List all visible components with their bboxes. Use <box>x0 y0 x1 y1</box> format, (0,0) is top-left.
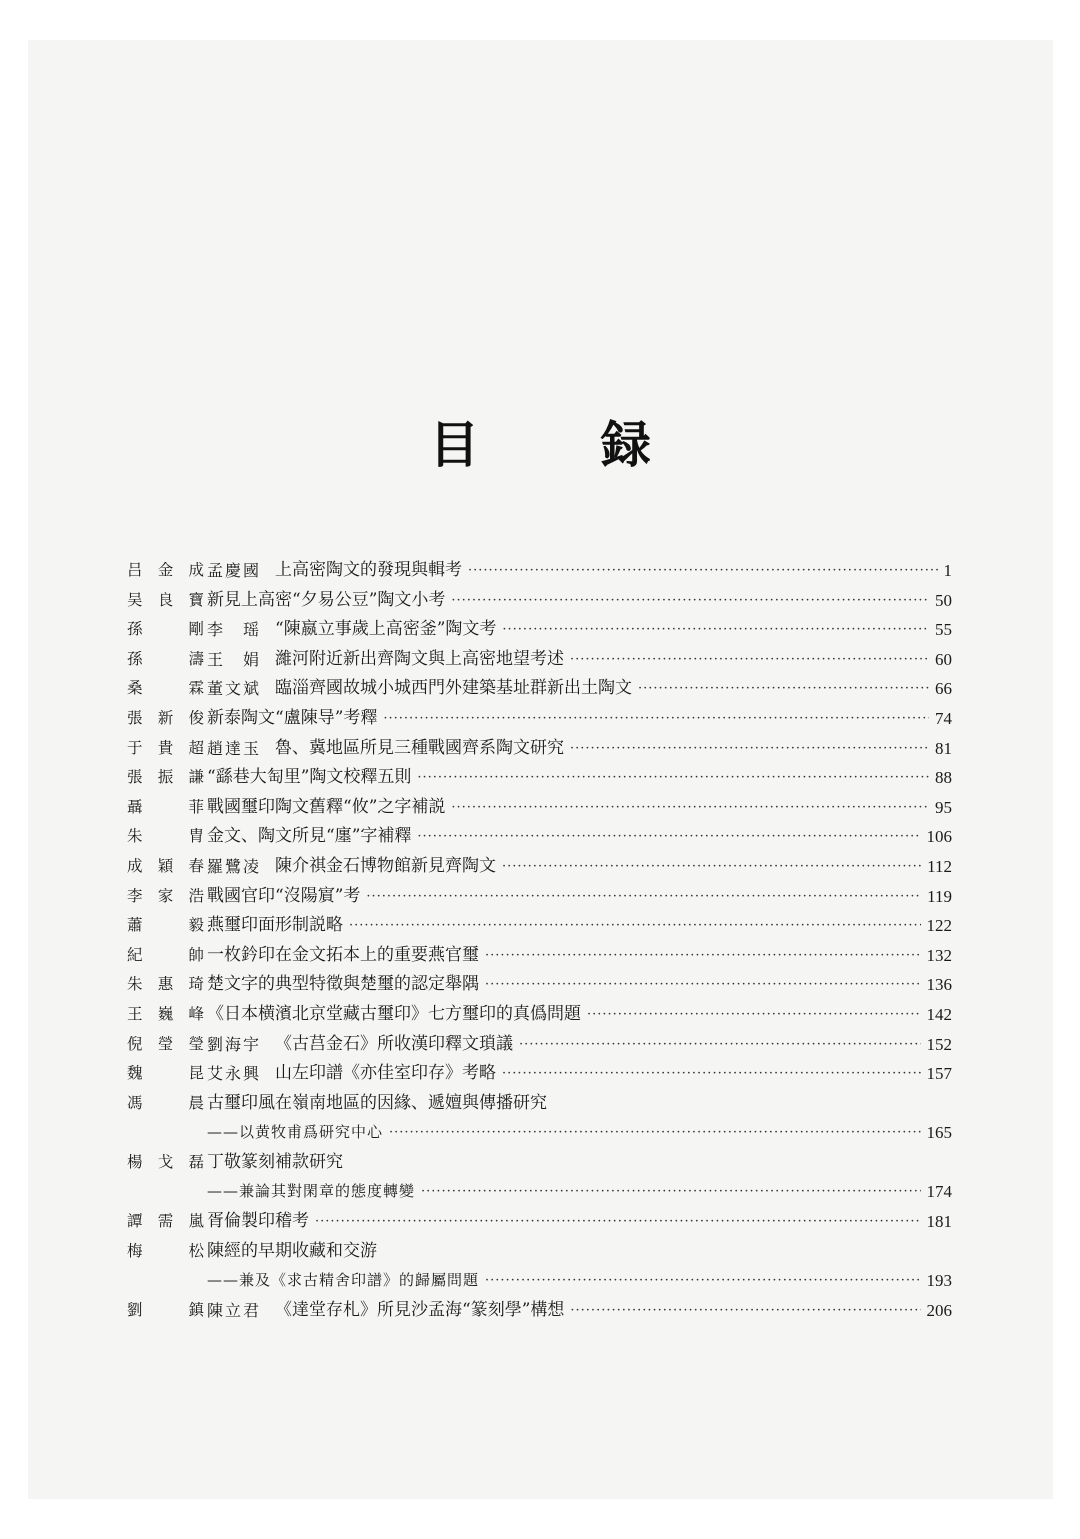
toc-leader-dots <box>519 1030 920 1060</box>
toc-entry <box>127 1030 952 1060</box>
toc-leader-dots <box>389 1118 920 1148</box>
toc-author: 聶 菲 <box>127 797 205 816</box>
toc-subtitle: ——兼及《求古精舍印譜》的歸屬問題 <box>207 1271 480 1290</box>
toc-title: 燕璽印面形制説略 <box>207 915 343 936</box>
toc-author: 于貴超 <box>127 738 205 757</box>
toc-leader-dots <box>502 1059 920 1089</box>
toc-entry <box>127 1296 952 1326</box>
toc-entry <box>127 822 952 852</box>
page-title: 目 録 <box>429 415 703 474</box>
toc-title: 新見上高密“夕易公豆”陶文小考 <box>207 589 446 610</box>
toc-leader-dots <box>451 586 929 616</box>
toc-entry <box>127 882 952 912</box>
toc-title: 新泰陶文“盧陳导”考釋 <box>207 707 378 728</box>
toc-page-number: 122 <box>926 916 952 936</box>
toc-author: 楊戈磊 <box>127 1152 205 1171</box>
toc-subtitle: ——兼論其對閑章的態度轉變 <box>207 1182 416 1201</box>
toc-page-number: 174 <box>926 1182 952 1202</box>
toc-entry <box>127 645 952 675</box>
toc-entry <box>127 793 952 823</box>
toc-title: 古璽印風在嶺南地區的因緣、遞嬗與傳播研究 <box>207 1092 547 1113</box>
toc-entry <box>127 1000 952 1030</box>
toc-page-number: 60 <box>935 649 952 669</box>
toc-entry <box>127 1089 952 1119</box>
toc-page-number: 112 <box>927 856 952 876</box>
toc-title: 臨淄齊國故城小城西門外建築基址群新出土陶文 <box>275 678 633 699</box>
toc-author: 張新俊 <box>127 708 205 727</box>
toc-leader-dots <box>502 615 929 645</box>
toc-leader-dots <box>502 852 921 882</box>
toc-page-number: 136 <box>926 975 952 995</box>
toc-leader-dots <box>315 1207 921 1237</box>
toc-page-number: 1 <box>943 561 952 580</box>
toc-page-number: 88 <box>935 768 952 788</box>
toc-page-number: 81 <box>935 738 952 758</box>
toc-coauthor: 趙達玉 <box>207 738 262 758</box>
toc-author: 魏 昆 <box>127 1064 205 1083</box>
toc-page-number: 152 <box>926 1034 952 1054</box>
toc-entry <box>127 615 952 645</box>
toc-author: 紀 帥 <box>127 945 205 964</box>
toc-title: 楚文字的典型特徵與楚璽的認定舉隅 <box>207 974 479 995</box>
toc-entry <box>127 1266 952 1296</box>
toc-author: 張振謙 <box>127 768 205 787</box>
toc-page-number: 55 <box>935 620 952 640</box>
toc-leader-dots <box>468 556 937 586</box>
toc-entry <box>127 763 952 793</box>
toc-author: 朱 胄 <box>127 827 205 846</box>
toc-author: 譚需嵐 <box>127 1212 205 1231</box>
toc-title: 戰國璽印陶文舊釋“攸”之字補説 <box>207 796 446 817</box>
toc-page-number: 206 <box>926 1300 952 1320</box>
toc-entry <box>127 970 952 1000</box>
toc-leader-dots <box>366 882 921 912</box>
toc-leader-dots <box>587 1000 921 1030</box>
toc-page-number: 119 <box>927 886 952 906</box>
toc-author: 孫 剛 <box>127 620 205 639</box>
toc-author: 桑 霖 <box>127 679 205 698</box>
toc-title: “繇巷大匋里”陶文校釋五則 <box>207 767 412 788</box>
toc-author: 馮 晨 <box>127 1093 205 1112</box>
toc-leader-dots <box>638 674 929 704</box>
toc-page-number: 181 <box>926 1212 952 1232</box>
toc-page-number: 132 <box>926 945 952 965</box>
toc-title: 金文、陶文所見“廛”字補釋 <box>207 826 412 847</box>
toc-title: 山左印譜《亦佳室印存》考略 <box>275 1063 497 1084</box>
toc-title: 一枚鈐印在金文拓本上的重要燕官璽 <box>207 944 479 965</box>
toc-coauthor: 孟慶國 <box>207 561 262 580</box>
toc-title: 《日本横濱北京堂藏古璽印》七方璽印的真僞問題 <box>207 1003 581 1024</box>
toc-title: 魯、冀地區所見三種戰國齊系陶文研究 <box>275 737 565 758</box>
toc-coauthor: 劉海宇 <box>207 1034 262 1054</box>
toc-author: 朱惠琦 <box>127 975 205 994</box>
toc-entry <box>127 586 952 616</box>
toc-page-number: 50 <box>935 590 952 610</box>
toc-entry <box>127 852 952 882</box>
toc-entry <box>127 1177 952 1207</box>
toc-page-number: 165 <box>926 1123 952 1143</box>
toc-entry <box>127 556 952 586</box>
toc-page-number: 66 <box>935 679 952 699</box>
toc-author: 吴良寶 <box>127 590 205 609</box>
toc-author: 王巍峰 <box>127 1004 205 1023</box>
toc-author: 蕭 毅 <box>127 916 205 935</box>
toc-author: 倪瑩瑩 <box>127 1034 205 1053</box>
toc-title: 《達堂存札》所見沙孟海“篆刻學”構想 <box>275 1299 565 1320</box>
toc-page-number: 95 <box>935 797 952 817</box>
toc-page-number: 106 <box>926 827 952 847</box>
toc-author: 劉 鎮 <box>127 1300 205 1319</box>
toc-leader-dots <box>417 763 929 793</box>
toc-title: “陳嬴立事歲上高密釜”陶文考 <box>275 619 497 640</box>
toc-coauthor: 陳立君 <box>207 1300 262 1320</box>
toc-entry <box>127 911 952 941</box>
toc-title: 胥倫製印稽考 <box>207 1211 309 1232</box>
toc-leader-dots <box>485 1266 920 1296</box>
toc-leader-dots <box>570 734 929 764</box>
toc-entry <box>127 1118 952 1148</box>
toc-author: 梅 松 <box>127 1241 205 1260</box>
toc-title: 陳介祺金石博物館新見齊陶文 <box>275 855 497 876</box>
toc-coauthor: 王 娟 <box>207 649 262 669</box>
toc-author: 李家浩 <box>127 886 205 905</box>
toc-leader-dots <box>485 941 921 971</box>
toc-leader-dots <box>485 970 921 1000</box>
toc-coauthor: 艾永興 <box>207 1064 262 1084</box>
toc-title: 濰河附近新出齊陶文與上高密地望考述 <box>275 648 565 669</box>
toc-entry <box>127 1207 952 1237</box>
toc-title: 上高密陶文的發現與輯考 <box>275 560 463 580</box>
toc-entry <box>127 704 952 734</box>
toc-page-number: 193 <box>926 1271 952 1291</box>
toc-leader-dots <box>417 822 920 852</box>
toc-leader-dots <box>349 911 921 941</box>
toc-title: 丁敬篆刻補款研究 <box>207 1151 343 1172</box>
table-of-contents <box>127 556 952 1325</box>
toc-author: 吕金成 <box>127 561 205 579</box>
toc-entry <box>127 674 952 704</box>
toc-title: 陳經的早期收藏和交游 <box>207 1240 377 1261</box>
toc-entry <box>127 1148 952 1178</box>
toc-coauthor: 李 瑶 <box>207 620 262 640</box>
toc-entry <box>127 1059 952 1089</box>
toc-author: 孫 濤 <box>127 649 205 668</box>
toc-entry <box>127 1237 952 1267</box>
toc-title: 《古莒金石》所收漢印釋文瑣議 <box>275 1033 514 1054</box>
toc-leader-dots <box>383 704 929 734</box>
toc-page-number: 142 <box>926 1004 952 1024</box>
toc-author: 成穎春 <box>127 856 205 875</box>
toc-leader-dots <box>421 1177 920 1207</box>
toc-page-number: 157 <box>926 1064 952 1084</box>
toc-title: 戰國官印“沒陽賔”考 <box>207 885 361 906</box>
toc-page-number: 74 <box>935 708 952 728</box>
toc-leader-dots <box>451 793 929 823</box>
toc-leader-dots <box>570 645 929 675</box>
toc-coauthor: 董文斌 <box>207 679 262 699</box>
toc-leader-dots <box>570 1296 920 1326</box>
toc-coauthor: 羅鷺凌 <box>207 856 262 876</box>
toc-subtitle: ——以黄牧甫爲研究中心 <box>207 1123 384 1142</box>
toc-entry <box>127 734 952 764</box>
toc-entry <box>127 941 952 971</box>
